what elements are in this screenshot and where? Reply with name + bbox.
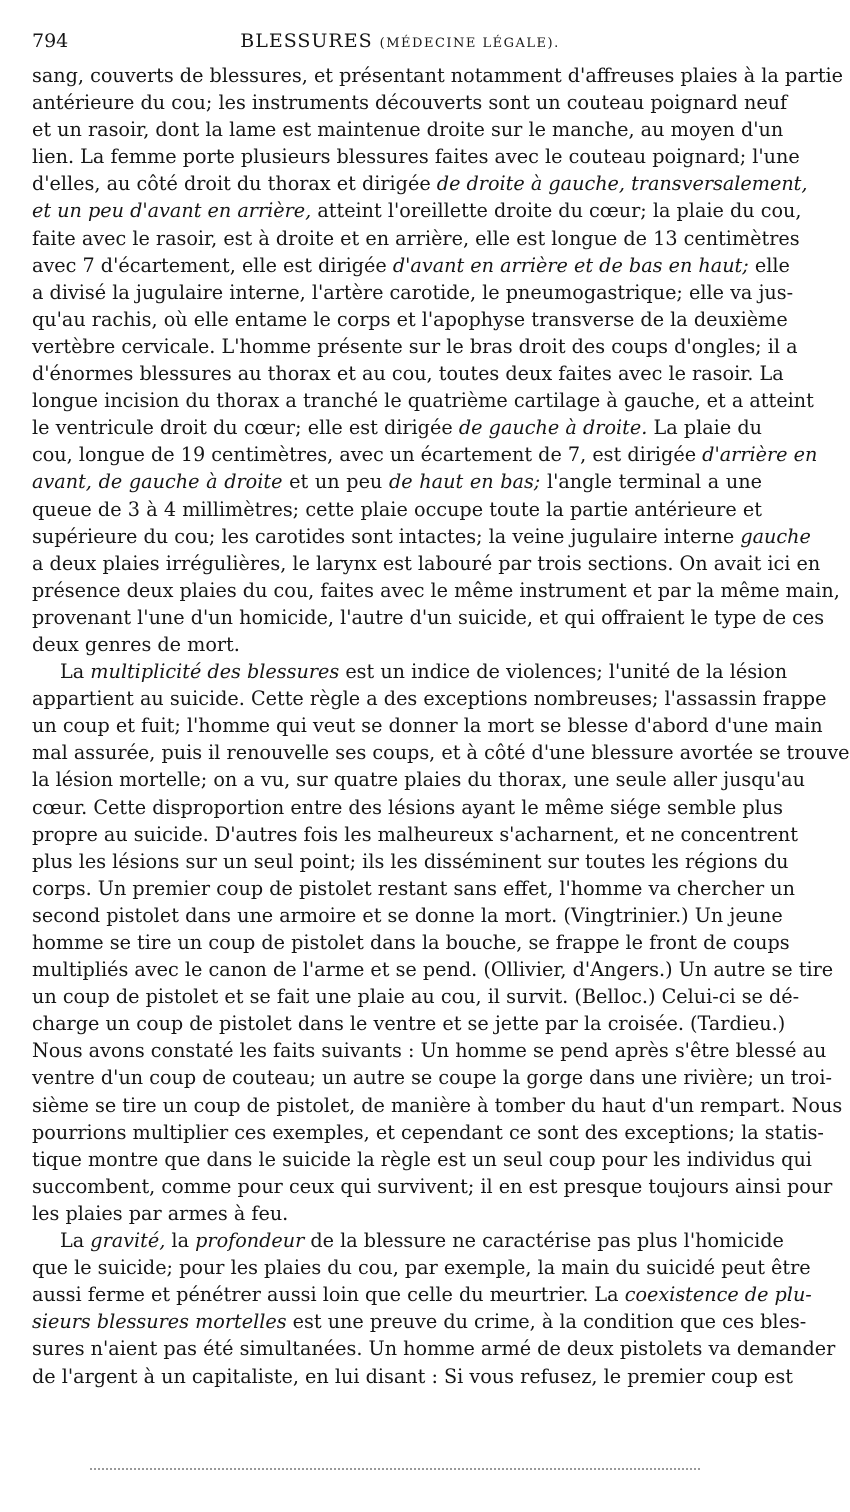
text-segment: sang, couverts de blessures, et présentant notamment d'affreuses plaies à la partie: [32, 64, 844, 87]
text-line: [32, 794, 783, 821]
italic-segment: d'avant en arrière et de bas en haut;: [392, 253, 749, 277]
text-segment: est un indice de violences; l'unité de la lésion: [339, 660, 788, 684]
text-segment: faite avec le rasoir, est à droite et en arrière, elle est longue de 13 centimètres: [32, 226, 800, 250]
text-segment: antérieure du cou; les instruments découverts sont un couteau poignard neuf: [32, 91, 788, 115]
text-line: [32, 414, 762, 441]
italic-segment: gravité,: [90, 1229, 166, 1253]
text-segment: succombent, comme pour ceux qui survivent; il en est presque toujours ainsi pour: [32, 1174, 833, 1198]
text-line: [32, 523, 811, 550]
text-segment: la: [165, 1229, 196, 1253]
running-title-sub: (MÉDECINE LÉGALE).: [379, 36, 560, 51]
text-segment: d'énormes blessures au thorax et au cou, toutes deux faites avec le rasoir. La: [32, 362, 784, 386]
text-segment: la lésion mortelle; on a vu, sur quatre plaies du thorax, une seule aller jusqu'au: [32, 768, 805, 792]
text-line: [32, 360, 784, 387]
italic-segment: multiplicité des blessures: [90, 660, 340, 684]
text-line: [32, 1119, 824, 1146]
text-line: [32, 89, 788, 116]
text-segment: queue de 3 à 4 millimètres; cette plaie occupe toute la partie antérieure et: [32, 497, 762, 521]
text-line: [32, 604, 825, 631]
text-segment: sième se tire un coup de pistolet, de manière à tomber du haut d'un rempart. Nous: [32, 1093, 843, 1117]
italic-segment: profondeur: [195, 1229, 305, 1253]
text-line: [32, 712, 823, 739]
text-line: [32, 766, 805, 793]
text-segment: vertèbre cervicale. L'homme présente sur le bras droit des coups d'ongles; il a: [32, 334, 798, 358]
text-line: [32, 1173, 833, 1200]
text-segment: et un peu: [282, 470, 389, 494]
italic-segment: coexistence de plu-: [624, 1283, 812, 1307]
text-segment: présence deux plaies du cou, faites avec le même instrument et par la même main,: [32, 578, 840, 602]
text-line: [32, 1308, 807, 1335]
text-segment: deux genres de mort.: [32, 632, 240, 656]
text-segment: plus les lésions sur un seul point; ils les disséminent sur toutes les régions du: [32, 849, 789, 873]
page-number: 794: [32, 30, 69, 52]
text-segment: propre au suicide. D'autres fois les malheureux s'acharnent, et ne concentrent: [32, 822, 798, 846]
text-line: [32, 685, 827, 712]
italic-segment: et un peu d'avant en arrière,: [32, 199, 312, 223]
text-line: [32, 658, 788, 685]
text-line: [32, 468, 762, 495]
text-segment: l'angle terminal a une: [540, 470, 762, 494]
footer-dotted-rule: [90, 1468, 700, 1470]
text-line: [32, 631, 762, 658]
text-line: [32, 1064, 832, 1091]
text-line: [32, 929, 790, 956]
text-line: [32, 170, 808, 197]
running-title-main: BLESSURES: [240, 30, 373, 52]
text-line: [32, 1363, 793, 1390]
text-segment: le ventricule droit du cœur; elle est dirigée: [32, 416, 459, 440]
text-line: [32, 387, 814, 414]
text-line: [32, 956, 834, 983]
text-line: [32, 550, 821, 577]
text-line: [32, 252, 790, 279]
italic-segment: de droite à gauche, transversalement,: [436, 172, 808, 196]
text-line: [32, 143, 800, 170]
text-segment: appartient au suicide. Cette règle a des exceptions nombreuses; l'assassin frappe: [32, 687, 827, 711]
text-line: [32, 62, 844, 89]
italic-segment: de gauche à droite.: [458, 416, 648, 440]
text-segment: ventre d'un coup de couteau; un autre se coupe la gorge dans une rivière; un troi-: [32, 1066, 832, 1090]
text-segment: cou, longue de 19 centimètres, avec un écartement de 7, est dirigée: [32, 443, 703, 467]
text-line: [32, 821, 798, 848]
text-line: [32, 1227, 784, 1254]
text-segment: homme se tire un coup de pistolet dans la bouche, se frappe le front de coups: [32, 931, 790, 954]
italic-segment: avant, de gauche à droite: [32, 470, 283, 494]
text-line: [32, 1200, 762, 1227]
text-segment: a deux plaies irrégulières, le larynx est labouré par trois sections. On avait ici en: [32, 551, 821, 575]
text-segment: Nous avons constaté les faits suivants : Un homme se pend après s'être blessé au: [32, 1039, 827, 1063]
text-segment: longue incision du thorax a tranché le quatrième cartilage à gauche, et a atteint: [32, 389, 814, 413]
text-line: [32, 1335, 836, 1362]
text-segment: atteint l'oreillette droite du cœur; la plaie du cou,: [311, 199, 802, 223]
text-line: [32, 875, 795, 902]
text-line: [32, 739, 850, 766]
text-line: [32, 1037, 827, 1064]
text-segment: avec 7 d'écartement, elle est dirigée: [32, 253, 393, 277]
text-segment: cœur. Cette disproportion entre des lésions ayant le même siége semble plus: [32, 795, 783, 819]
text-segment: a divisé la jugulaire interne, l'artère carotide, le pneumogastrique; elle va jus-: [32, 280, 794, 304]
text-segment: mal assurée, puis il renouvelle ses coups, et à côté d'une blessure avortée se trouve: [32, 741, 850, 765]
text-line: [32, 902, 783, 929]
text-segment: lien. La femme porte plusieurs blessures faites avec le couteau poignard; l'une: [32, 145, 800, 169]
italic-segment: de haut en bas;: [388, 470, 541, 494]
text-segment: un coup de pistolet et se fait une plaie au cou, il survit. (Belloc.) Celui-ci se dé-: [32, 985, 800, 1009]
running-title: [32, 30, 768, 52]
text-line: [32, 225, 800, 252]
text-segment: qu'au rachis, où elle entame le corps et l'apophyse transverse de la deuxième: [32, 307, 788, 331]
text-line: [32, 279, 794, 306]
text-segment: corps. Un premier coup de pistolet restant sans effet, l'homme va chercher un: [32, 876, 795, 900]
text-segment: elle: [748, 253, 790, 277]
text-line: [32, 983, 800, 1010]
text-line: [32, 577, 840, 604]
text-segment: La plaie du: [647, 416, 762, 440]
italic-segment: d'arrière en: [702, 443, 818, 467]
text-line: [32, 1092, 843, 1119]
text-segment: charge un coup de pistolet dans le ventre et se jette par la croisée. (Tardieu.): [32, 1012, 786, 1036]
text-line: [32, 197, 802, 224]
text-segment: second pistolet dans une armoire et se donne la mort. (Vingtrinier.) Un jeune: [32, 903, 783, 927]
text-segment: La: [60, 660, 91, 684]
text-segment: et un rasoir, dont la lame est maintenue droite sur le manche, au moyen d'un: [32, 118, 784, 142]
italic-segment: sieurs blessures mortelles: [32, 1310, 287, 1334]
text-line: [32, 116, 784, 143]
text-segment: aussi ferme et pénétrer aussi loin que celle du meurtrier. La: [32, 1283, 625, 1307]
text-line: [32, 333, 798, 360]
text-line: [32, 441, 818, 468]
text-segment: sures n'aient pas été simultanées. Un homme armé de deux pistolets va demander: [32, 1337, 836, 1361]
text-segment: les plaies par armes à feu.: [32, 1201, 289, 1225]
text-segment: d'elles, au côté droit du thorax et dirigée: [32, 172, 437, 196]
text-segment: de la blessure ne caractérise pas plus l'homicide: [304, 1229, 784, 1253]
text-segment: que le suicide; pour les plaies du cou, par exemple, la main du suicidé peut être: [32, 1256, 811, 1280]
text-line: [32, 1281, 812, 1308]
text-segment: un coup et fuit; l'homme qui veut se donner la mort se blesse d'abord d'une main: [32, 714, 823, 738]
text-segment: La: [60, 1229, 91, 1253]
italic-segment: gauche: [740, 524, 811, 548]
text-line: [32, 1254, 811, 1281]
text-line: [32, 1146, 812, 1173]
text-line: [32, 1010, 786, 1037]
page-header: [32, 30, 768, 58]
text-line: [32, 306, 788, 333]
text-segment: pourrions multiplier ces exemples, et cependant ce sont des exceptions; la statis-: [32, 1120, 824, 1144]
text-segment: tique montre que dans le suicide la règle est un seul coup pour les individus qui: [32, 1147, 812, 1171]
text-segment: de l'argent à un capitaliste, en lui disant : Si vous refusez, le premier coup est: [32, 1364, 793, 1388]
text-segment: multipliés avec le canon de l'arme et se pend. (Ollivier, d'Angers.) Un autre se tire: [32, 958, 834, 982]
body-text: [32, 62, 850, 1390]
text-line: [32, 848, 789, 875]
text-line: [32, 496, 762, 523]
text-segment: provenant l'une d'un homicide, l'autre d'un suicide, et qui offraient le type de ces: [32, 605, 825, 629]
text-segment: supérieure du cou; les carotides sont intactes; la veine jugulaire interne: [32, 524, 741, 548]
text-segment: est une preuve du crime, à la condition que ces bles-: [286, 1310, 807, 1334]
